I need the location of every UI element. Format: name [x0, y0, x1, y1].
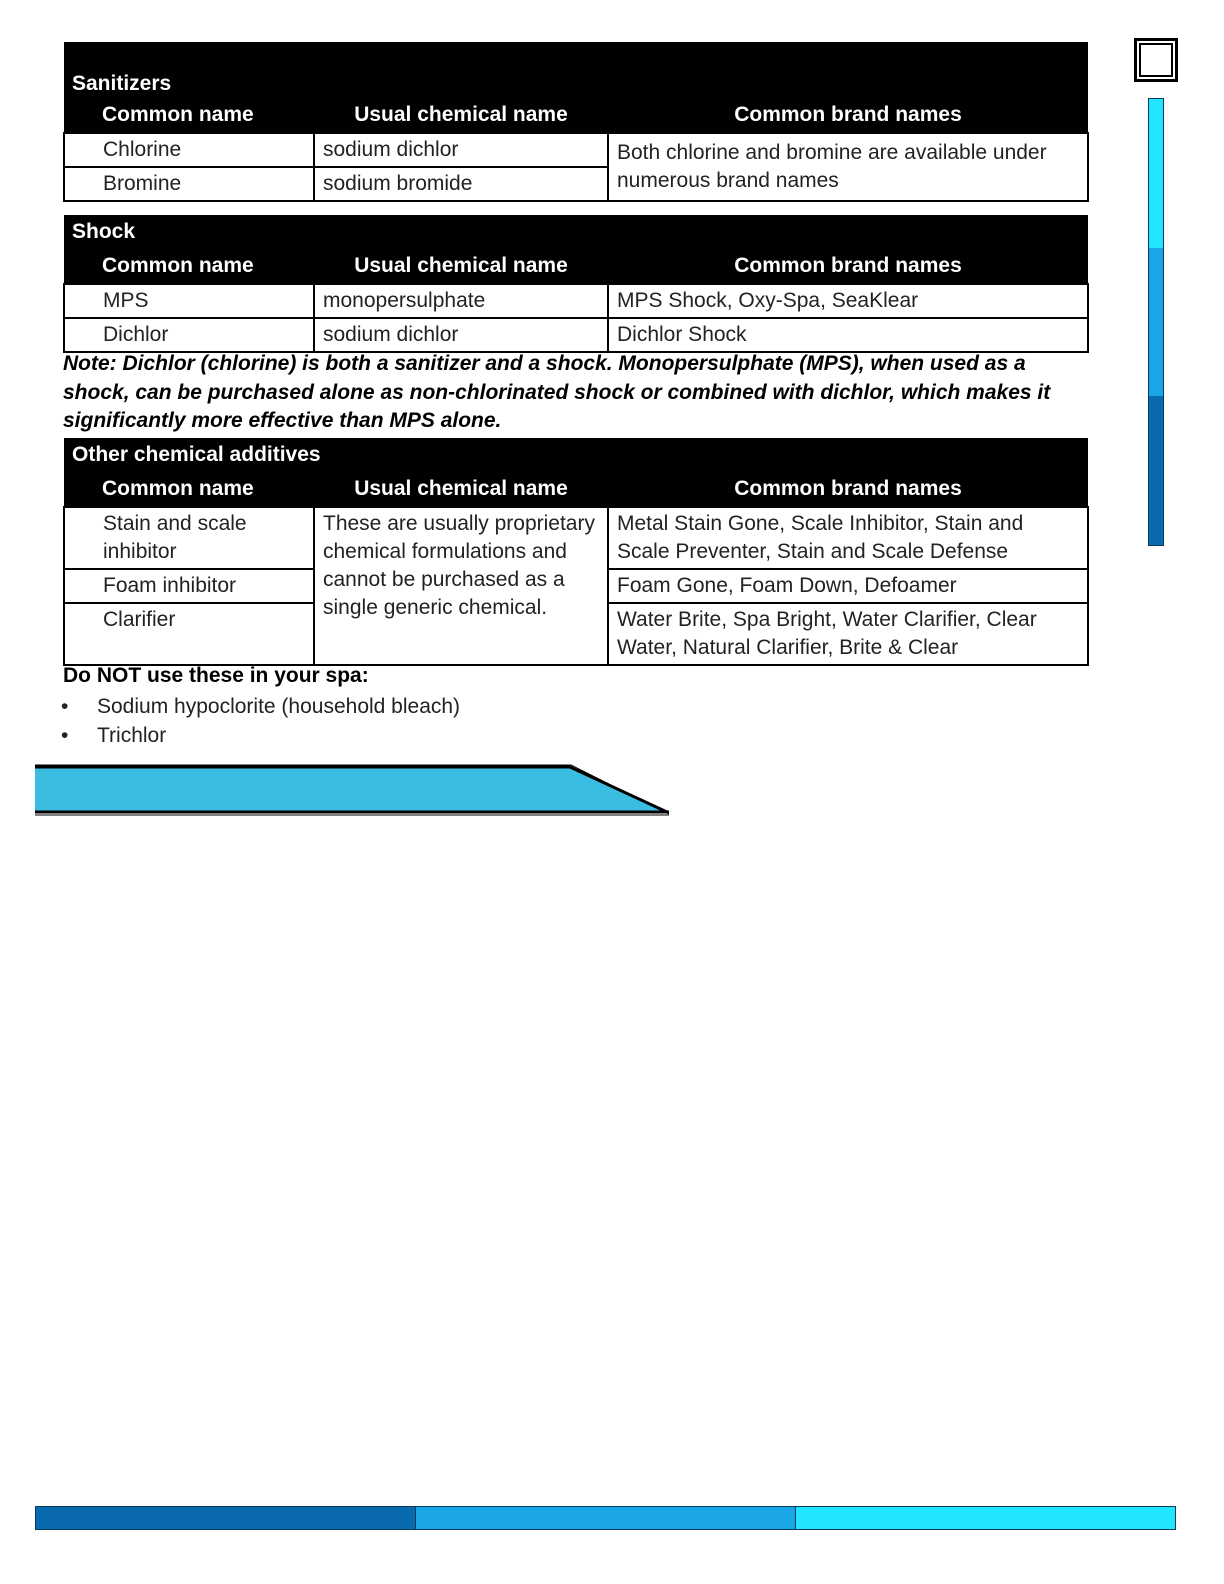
- header-chemical-name: Usual chemical name: [314, 472, 608, 507]
- header-chemical-name: Usual chemical name: [314, 249, 608, 284]
- footer-color-bar: [35, 1506, 1176, 1530]
- chemical-name-cell: These are usually proprietary chemical formulations and cannot be purchased as a single generic chemical.: [314, 507, 608, 665]
- footer-bar-light: [796, 1507, 1175, 1529]
- section-banner: [35, 764, 675, 818]
- footer-bar-mid: [416, 1507, 796, 1529]
- table-row: [64, 507, 1088, 569]
- brand-names-cell: Both chlorine and bromine are available under numerous brand names: [608, 133, 1088, 201]
- shock-title: Shock: [64, 215, 1088, 249]
- sanitizers-table: [63, 42, 1089, 202]
- brand-names-cell: MPS Shock, Oxy-Spa, SeaKlear: [608, 284, 1088, 318]
- banner-fill: [35, 767, 667, 812]
- header-common-name: Common name: [64, 98, 314, 133]
- chemical-name-cell: monopersulphate: [314, 284, 608, 318]
- side-bar-light: [1149, 99, 1163, 248]
- side-bar-dark: [1149, 396, 1163, 545]
- footer-bar-dark: [36, 1507, 416, 1529]
- checkbox[interactable]: [1134, 38, 1178, 82]
- table-row: [64, 133, 1088, 167]
- common-name-cell: Foam inhibitor: [64, 569, 314, 603]
- header-brand-names: Common brand names: [608, 249, 1088, 284]
- common-name-cell: Stain and scale inhibitor: [64, 507, 314, 569]
- header-brand-names: Common brand names: [608, 472, 1088, 507]
- chemical-name-cell: sodium dichlor: [314, 318, 608, 352]
- side-color-bar: [1148, 98, 1164, 546]
- do-not-use-list: [63, 692, 460, 750]
- brand-names-cell: Dichlor Shock: [608, 318, 1088, 352]
- common-name-cell: MPS: [64, 284, 314, 318]
- common-name-cell: Bromine: [64, 167, 314, 201]
- common-name-cell: Dichlor: [64, 318, 314, 352]
- header-common-name: Common name: [64, 249, 314, 284]
- other-additives-title: Other chemical additives: [64, 438, 1088, 472]
- chemical-name-cell: sodium dichlor: [314, 133, 608, 167]
- common-name-cell: Clarifier: [64, 603, 314, 665]
- side-bar-mid: [1149, 248, 1163, 397]
- shock-table: [63, 215, 1089, 353]
- header-chemical-name: Usual chemical name: [314, 98, 608, 133]
- do-not-use-heading: Do NOT use these in your spa:: [63, 664, 369, 687]
- header-common-name: Common name: [64, 472, 314, 507]
- sanitizers-title: Sanitizers: [64, 42, 1088, 98]
- brand-names-cell: Metal Stain Gone, Scale Inhibitor, Stain and Scale Preventer, Stain and Scale Defense: [608, 507, 1088, 569]
- chemical-name-cell: sodium bromide: [314, 167, 608, 201]
- dichlor-note: Note: Dichlor (chlorine) is both a sanitizer and a shock. Monopersulphate (MPS), when used as a shock, can be purchased alone as non-chlorinated shock or combined with dichlor, which makes it significantly more effective than MPS alone.: [63, 352, 1051, 432]
- table-row: [64, 318, 1088, 352]
- common-name-cell: Chlorine: [64, 133, 314, 167]
- table-row: [64, 284, 1088, 318]
- other-additives-table: [63, 438, 1089, 666]
- brand-names-cell: Foam Gone, Foam Down, Defoamer: [608, 569, 1088, 603]
- list-item: • Trichlor: [63, 721, 460, 750]
- list-item: • Sodium hypoclorite (household bleach): [63, 692, 460, 721]
- header-brand-names: Common brand names: [608, 98, 1088, 133]
- brand-names-cell: Water Brite, Spa Bright, Water Clarifier, Clear Water, Natural Clarifier, Brite & Clear: [608, 603, 1088, 665]
